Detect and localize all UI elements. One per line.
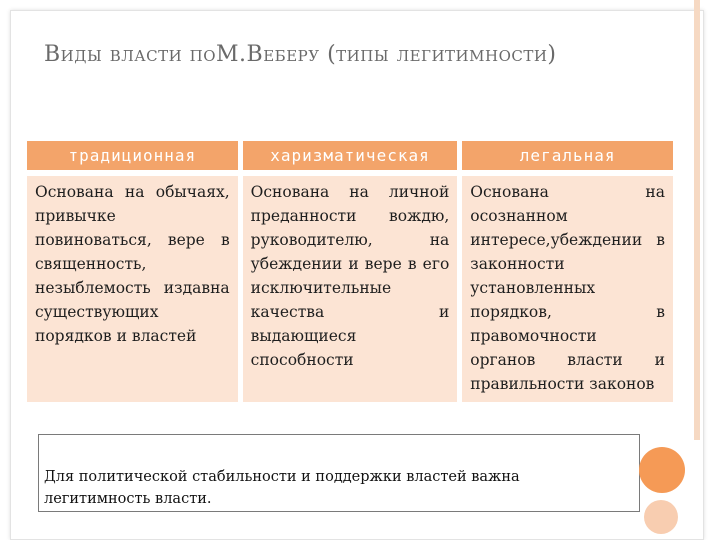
- header-charismatic: харизматическая: [240, 141, 460, 170]
- table-header-row: [27, 141, 673, 170]
- header-legal: легальная: [460, 141, 673, 170]
- cell-charismatic: Основана на личной преданности вождю, руководителю, на убеждении и вере в его исключительные качества и выдающиеся способности: [240, 176, 460, 402]
- table-row: [27, 176, 673, 402]
- types-table: [27, 141, 673, 402]
- slide-title: Виды власти поМ.Веберу (типы легитимности): [44, 42, 557, 67]
- decorative-side-bar: [694, 0, 700, 440]
- decorative-circle-large: [639, 447, 685, 493]
- cell-legal: Основана на осознанном интересе,убеждении в законности установленных порядков, в правомочности органов власти и правильности законов: [460, 176, 673, 402]
- decorative-circle-small: [644, 500, 678, 534]
- note-text: Для политической стабильности и поддержки властей важна легитимность власти.: [44, 469, 520, 507]
- header-traditional: традиционная: [27, 141, 240, 170]
- cell-traditional: Основана на обычаях, привычке повиноваться, вере в священность, незыблемость издавна существующих порядков и властей: [27, 176, 240, 402]
